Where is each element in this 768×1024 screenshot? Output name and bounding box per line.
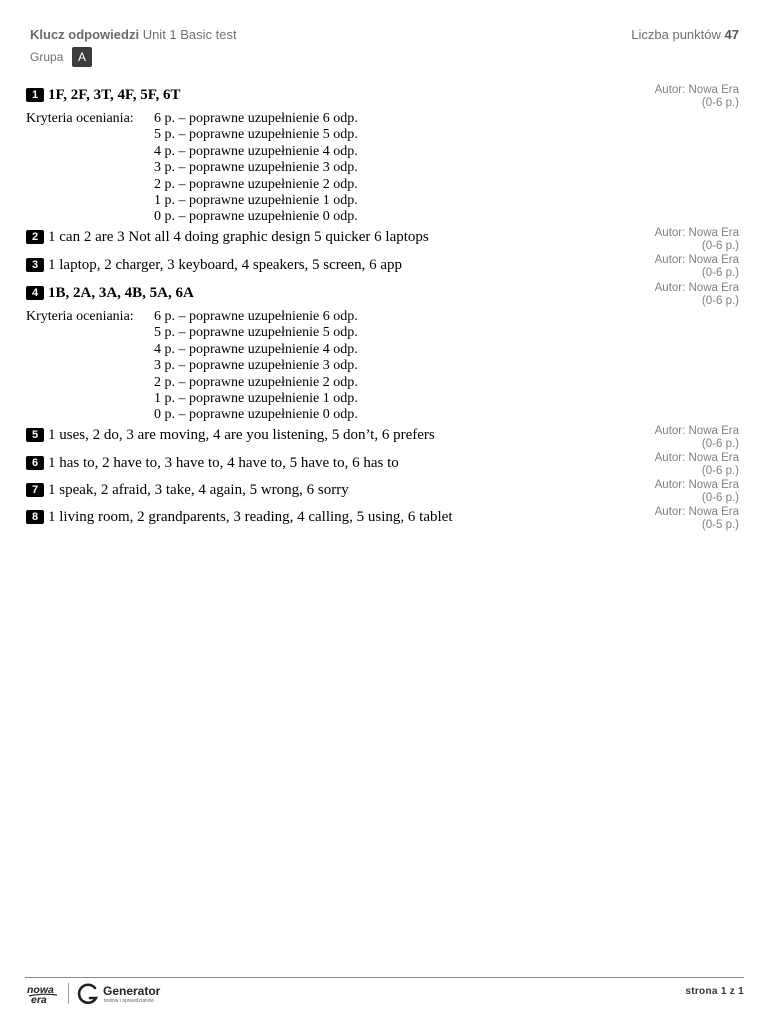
question-3-meta — [539, 254, 739, 280]
autor-label: Autor: Nowa Era — [654, 282, 739, 294]
question-number-badge: 8 — [26, 510, 44, 524]
criteria-item: 6 p. – poprawne uzupełnienie 6 odp. — [154, 309, 358, 324]
question-number-badge: 5 — [26, 428, 44, 442]
criteria-label: Kryteria oceniania: — [26, 111, 134, 126]
points-label: Liczba punktów — [631, 27, 721, 42]
question-7-meta — [539, 479, 739, 505]
autor-label: Autor: Nowa Era — [654, 452, 739, 464]
criteria-item: 0 p. – poprawne uzupełnienie 0 odp. — [154, 209, 358, 225]
criteria-item: 4 p. – poprawne uzupełnienie 4 odp. — [154, 341, 358, 357]
question-1-meta — [539, 84, 739, 110]
criteria-item: 5 p. – poprawne uzupełnienie 5 odp. — [154, 127, 358, 143]
logo-separator — [68, 983, 69, 1004]
points-range: (0-6 p.) — [701, 492, 739, 504]
group-badge: A — [72, 47, 92, 67]
autor-label: Autor: Nowa Era — [654, 479, 739, 491]
group-label: Grupa — [30, 50, 64, 64]
generator-logo — [77, 982, 172, 1006]
criteria-item: 2 p. – poprawne uzupełnienie 2 odp. — [154, 374, 358, 390]
page-number: strona 1 z 1 — [685, 986, 744, 997]
footer-divider — [25, 977, 744, 978]
nowa-era-logo — [26, 983, 60, 1005]
question-1 — [26, 86, 181, 104]
criteria-label: Kryteria oceniania: — [26, 309, 134, 324]
question-number-badge: 2 — [26, 230, 44, 244]
autor-label: Autor: Nowa Era — [654, 254, 739, 266]
criteria-item: 0 p. – poprawne uzupełnienie 0 odp. — [154, 407, 358, 423]
question-number-badge: 4 — [26, 286, 44, 300]
question-8-meta — [539, 506, 739, 532]
question-7 — [26, 481, 349, 499]
question-number-badge: 3 — [26, 258, 44, 272]
criteria-list — [154, 309, 358, 424]
criteria-list — [154, 111, 358, 226]
criteria-item: 1 p. – poprawne uzupełnienie 1 odp. — [154, 391, 358, 407]
title-bold: Klucz odpowiedzi — [30, 27, 140, 42]
criteria-item: 1 p. – poprawne uzupełnienie 1 odp. — [154, 193, 358, 209]
question-answer: 1 uses, 2 do, 3 are moving, 4 are you listening, 5 don’t, 6 prefers — [48, 427, 435, 443]
question-6-meta — [539, 452, 739, 478]
points-range: (0-6 p.) — [701, 240, 739, 252]
question-answer: 1 living room, 2 grandparents, 3 reading, 4 calling, 5 using, 6 tablet — [48, 509, 453, 525]
document-title — [30, 27, 237, 42]
question-3 — [26, 256, 402, 274]
question-answer: 1F, 2F, 3T, 4F, 5F, 6T — [48, 87, 181, 103]
question-2-meta — [539, 227, 739, 253]
question-answer: 1 can 2 are 3 Not all 4 doing graphic design 5 quicker 6 laptops — [48, 229, 429, 245]
criteria-item: 2 p. – poprawne uzupełnienie 2 odp. — [154, 176, 358, 192]
autor-label: Autor: Nowa Era — [654, 506, 739, 518]
autor-label: Autor: Nowa Era — [654, 227, 739, 239]
question-answer: 1 speak, 2 afraid, 3 take, 4 again, 5 wrong, 6 sorry — [48, 482, 349, 498]
points-total — [631, 27, 739, 42]
question-6 — [26, 454, 399, 472]
question-answer: 1 has to, 2 have to, 3 have to, 4 have to, 5 have to, 6 has to — [48, 455, 399, 471]
question-answer: 1B, 2A, 3A, 4B, 5A, 6A — [48, 285, 194, 301]
question-number-badge: 6 — [26, 456, 44, 470]
logo-era-text: era — [31, 994, 47, 1005]
question-answer: 1 laptop, 2 charger, 3 keyboard, 4 speakers, 5 screen, 6 app — [48, 257, 403, 273]
logo-nowa-text: nowa — [27, 984, 54, 996]
criteria-item: 6 p. – poprawne uzupełnienie 6 odp. — [154, 111, 358, 126]
question-2 — [26, 228, 429, 246]
points-range: (0-6 p.) — [701, 267, 739, 279]
title-rest: Unit 1 Basic test — [142, 27, 237, 42]
question-5 — [26, 426, 435, 444]
criteria-item: 4 p. – poprawne uzupełnienie 4 odp. — [154, 143, 358, 159]
autor-label: Autor: Nowa Era — [654, 425, 739, 437]
question-number-badge: 7 — [26, 483, 44, 497]
autor-label: Autor: Nowa Era — [654, 84, 739, 96]
points-value: 47 — [724, 27, 739, 42]
points-range: (0-6 p.) — [701, 465, 739, 477]
points-range: (0-5 p.) — [701, 519, 739, 531]
question-number-badge: 1 — [26, 88, 44, 102]
points-range: (0-6 p.) — [701, 438, 739, 450]
question-8 — [26, 508, 453, 526]
points-range: (0-6 p.) — [701, 295, 739, 307]
logo-generator-sub: testów i sprawdzianów — [104, 998, 155, 1004]
criteria-item: 5 p. – poprawne uzupełnienie 5 odp. — [154, 325, 358, 341]
question-4-meta — [539, 282, 739, 308]
logo-generator-text: Generator — [103, 984, 161, 998]
question-5-meta — [539, 425, 739, 451]
criteria-item: 3 p. – poprawne uzupełnienie 3 odp. — [154, 358, 358, 374]
points-range: (0-6 p.) — [701, 97, 739, 109]
criteria-item: 3 p. – poprawne uzupełnienie 3 odp. — [154, 160, 358, 176]
question-4 — [26, 284, 194, 302]
